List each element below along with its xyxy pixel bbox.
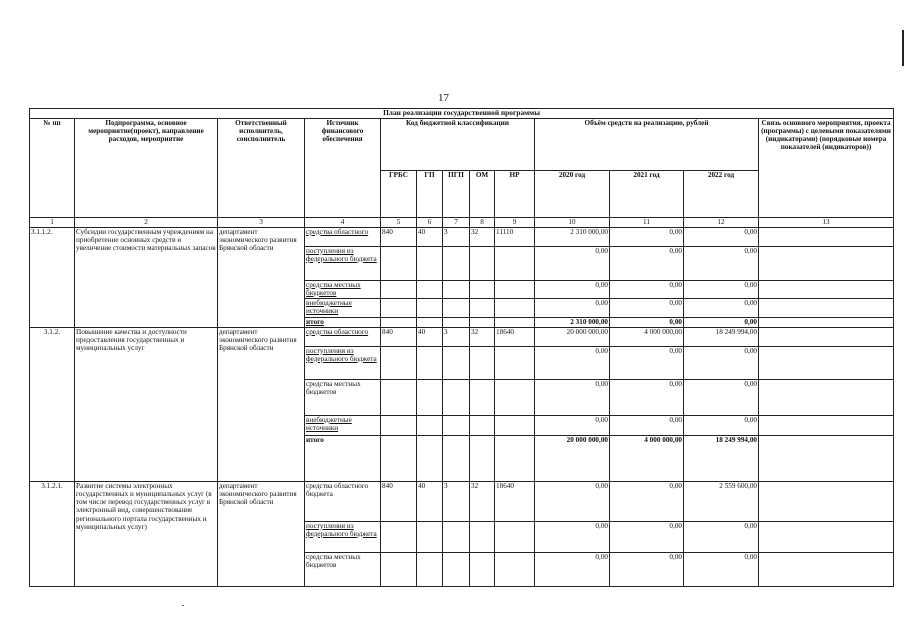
row-om: 32 xyxy=(470,227,495,246)
table-title: План реализации государственной программы xyxy=(30,109,894,119)
page-number: 17 xyxy=(438,92,449,104)
header-2020: 2020 год xyxy=(535,170,610,217)
row-2020: 2 310 000,00 xyxy=(535,227,610,246)
column-number-row xyxy=(30,217,894,227)
table-row xyxy=(30,227,894,246)
row-2022: 0,00 xyxy=(684,552,759,586)
row-source: итого xyxy=(305,317,381,327)
row-executor: департамент экономического развития Брянской области xyxy=(218,481,305,586)
row-num: 3.1.2. xyxy=(30,327,75,481)
scan-speck xyxy=(182,605,184,606)
col-number: 11 xyxy=(610,217,684,227)
header-2021: 2021 год xyxy=(610,170,684,217)
row-num: 3.1.2.1. xyxy=(30,481,75,586)
col-number: 1 xyxy=(30,217,75,227)
col-number: 3 xyxy=(218,217,305,227)
row-2020: 0,00 xyxy=(535,481,610,521)
row-indicator xyxy=(759,227,894,246)
row-nr: 18640 xyxy=(495,327,535,346)
header-subprogram: Подпрограмма, основное мероприятие(проект), направление расходов, мероприятие xyxy=(75,118,218,217)
row-2022: 0,00 xyxy=(684,415,759,435)
col-number: 2 xyxy=(75,217,218,227)
header-2022: 2022 год xyxy=(684,170,759,217)
row-2022: 0,00 xyxy=(684,317,759,327)
row-grbs: 840 xyxy=(381,481,417,521)
row-om: 32 xyxy=(470,327,495,346)
row-2020: 0,00 xyxy=(535,521,610,552)
header-grbs: ГРБС xyxy=(381,170,417,217)
col-number: 4 xyxy=(305,217,381,227)
header-pgp: ПГП xyxy=(443,170,470,217)
row-2021: 0,00 xyxy=(610,346,684,379)
row-2020: 0,00 xyxy=(535,379,610,415)
row-source: средства местных бюджетов xyxy=(305,552,381,586)
row-2021: 0,00 xyxy=(610,317,684,327)
implementation-plan-table xyxy=(29,108,894,587)
row-2022: 0,00 xyxy=(684,280,759,298)
col-number: 12 xyxy=(684,217,759,227)
row-activity: Субсидии государственным учреждениям на приобретение основных средств и увеличение стоимости материальных запасов xyxy=(75,227,218,327)
row-2022: 0,00 xyxy=(684,346,759,379)
row-gp: 40 xyxy=(417,327,443,346)
row-grbs: 840 xyxy=(381,227,417,246)
row-source: поступления из федерального бюджета xyxy=(305,346,381,379)
col-number: 13 xyxy=(759,217,894,227)
row-executor: департамент экономического развития Брянской области xyxy=(218,327,305,481)
header-amount: Объём средств на реализацию, рублей xyxy=(535,118,759,170)
row-2020: 20 000 000,00 xyxy=(535,327,610,346)
row-source: итого xyxy=(305,435,381,481)
col-number: 9 xyxy=(495,217,535,227)
row-source: средства местных бюджетов xyxy=(305,379,381,415)
row-2021: 0,00 xyxy=(610,246,684,280)
header-executor: Ответственный исполнитель, соисполнитель xyxy=(218,118,305,217)
row-source: поступления из федерального бюджета xyxy=(305,246,381,280)
row-indicator xyxy=(759,481,894,521)
header-budget-code: Код бюджетной классификации xyxy=(381,118,535,170)
header-gp: ГП xyxy=(417,170,443,217)
row-2022: 18 249 994,00 xyxy=(684,435,759,481)
row-2021: 4 000 000,00 xyxy=(610,435,684,481)
row-2022: 2 559 600,00 xyxy=(684,481,759,521)
row-om: 32 xyxy=(470,481,495,521)
row-executor: департамент экономического развития Брянской области xyxy=(218,227,305,327)
row-2021: 0,00 xyxy=(610,521,684,552)
table-row xyxy=(30,481,894,521)
row-2021: 0,00 xyxy=(610,415,684,435)
row-indicator xyxy=(759,327,894,346)
row-source: средства местных бюджетов xyxy=(305,280,381,298)
row-num: 3.1.1.2. xyxy=(30,227,75,327)
row-2022: 0,00 xyxy=(684,379,759,415)
row-nr: 11110 xyxy=(495,227,535,246)
col-number: 7 xyxy=(443,217,470,227)
row-pgp: 3 xyxy=(443,227,470,246)
row-gp: 40 xyxy=(417,227,443,246)
col-number: 5 xyxy=(381,217,417,227)
scan-edge-line xyxy=(902,30,904,66)
header-source: Источник финансового обеспечения xyxy=(305,118,381,217)
row-source: поступления из федерального бюджета xyxy=(305,521,381,552)
row-2022: 0,00 xyxy=(684,246,759,280)
row-2020: 2 310 000,00 xyxy=(535,317,610,327)
row-2021: 0,00 xyxy=(610,280,684,298)
row-2022: 0,00 xyxy=(684,298,759,317)
col-number: 10 xyxy=(535,217,610,227)
row-source: внебюджетные источники xyxy=(305,415,381,435)
row-2020: 0,00 xyxy=(535,552,610,586)
row-2020: 0,00 xyxy=(535,415,610,435)
row-2021: 0,00 xyxy=(610,227,684,246)
row-activity: Повышение качества и доступности предоставления государственных и муниципальных услуг xyxy=(75,327,218,481)
row-2022: 0,00 xyxy=(684,521,759,552)
row-2020: 20 000 000,00 xyxy=(535,435,610,481)
row-2021: 0,00 xyxy=(610,552,684,586)
row-2021: 0,00 xyxy=(610,298,684,317)
row-pgp: 3 xyxy=(443,327,470,346)
row-2022: 18 249 994,00 xyxy=(684,327,759,346)
row-grbs: 840 xyxy=(381,327,417,346)
row-2020: 0,00 xyxy=(535,298,610,317)
header-num: № пп xyxy=(30,118,75,217)
header-indicator-link: Связь основного мероприятия, проекта (программы) с целевыми показателями (индикаторами) (порядковые номера показателей (индикаторов)) xyxy=(759,118,894,217)
row-2020: 0,00 xyxy=(535,246,610,280)
row-pgp: 3 xyxy=(443,481,470,521)
row-2021: 0,00 xyxy=(610,481,684,521)
header-om: ОМ xyxy=(470,170,495,217)
row-2021: 4 000 000,00 xyxy=(610,327,684,346)
row-2022: 0,00 xyxy=(684,227,759,246)
row-source: средства областного xyxy=(305,227,381,246)
row-activity: Развитие системы электронных государственных и муниципальных услуг (в том числе перевод государственных услуг в электронный вид, совершенствование регионального портала государственных и муниципальных услуг) xyxy=(75,481,218,586)
header-nr: НР xyxy=(495,170,535,217)
row-2020: 0,00 xyxy=(535,346,610,379)
row-2020: 0,00 xyxy=(535,280,610,298)
row-nr: 18640 xyxy=(495,481,535,521)
row-2021: 0,00 xyxy=(610,379,684,415)
col-number: 6 xyxy=(417,217,443,227)
row-source: средства областного бюджета xyxy=(305,481,381,521)
row-source: внебюджетные источники xyxy=(305,298,381,317)
col-number: 8 xyxy=(470,217,495,227)
row-source: средства областного xyxy=(305,327,381,346)
table-row xyxy=(30,327,894,346)
row-gp: 40 xyxy=(417,481,443,521)
